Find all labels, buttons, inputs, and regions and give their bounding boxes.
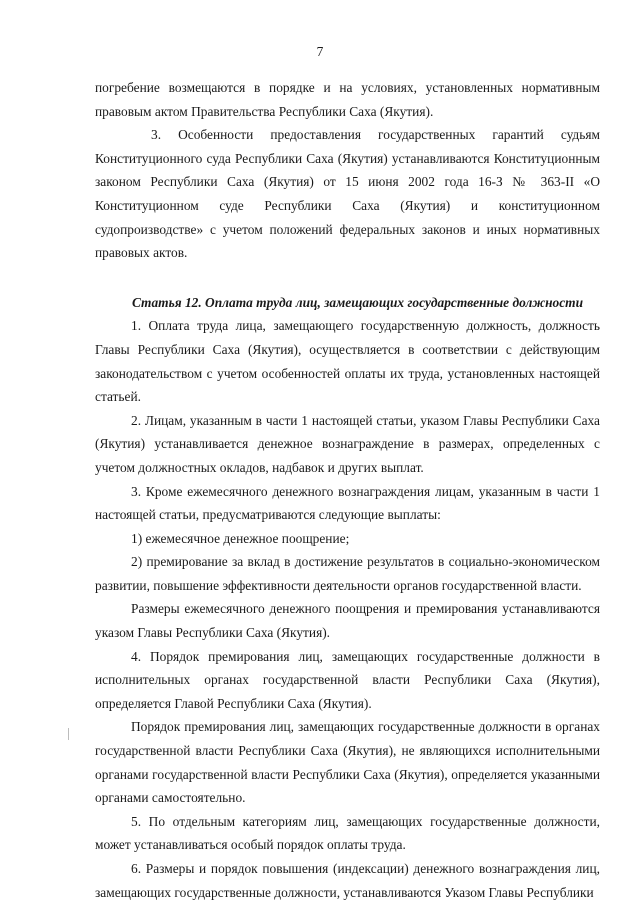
paragraph: 1. Оплата труда лица, замещающего государственную должность, должность Главы Республики Саха (Якутия), осуществляется в соответствии с действующим законодательством с учетом особенностей оплаты их труда, установленных настоящей статьей. [95,318,600,405]
section-gap [95,265,600,291]
continuation-paragraph: погребение возмещаются в порядке и на условиях, установленных нормативным правовым актом Правительства Республики Саха (Якутия). [95,80,600,119]
paragraph-item-3: 3. Особенности предоставления государственных гарантий судьям Конституционного суда Республики Саха (Якутия) устанавливаются Конституционным законом Республики Саха (Якутия) от 15 июня 2002 года 16-З № 363-II «О Конституционном суде Республики Саха (Якутия) и конституционном судопроизводстве» с учетом положений федеральных законов и иных нормативных правовых актов. [95,127,600,261]
document-body [95,76,600,904]
page-number: 7 [316,44,324,59]
paragraph: 3. Кроме ежемесячного денежного вознаграждения лицам, указанным в части 1 настоящей статьи, предусматриваются следующие выплаты: [95,483,600,523]
paragraph: Порядок премирования лиц, замещающих государственные должности в органах государственной власти Республики Саха (Якутия), не являющихся исполнительными органами государственной власти Республики Саха (Якутия), определяется указанными органами самостоятельно. [95,719,600,806]
paragraph: Размеры ежемесячного денежного поощрения и премирования устанавливаются указом Главы Республики Саха (Якутия). [95,601,600,641]
paragraph: 5. По отдельным категориям лиц, замещающих государственные должности, может устанавливаться особый порядок оплаты труда. [95,813,600,853]
paragraph: 6. Размеры и порядок повышения (индексации) денежного вознаграждения лиц, замещающих государственные должности, устанавливаются Указом Главы Республики [95,861,600,900]
paragraph: 4. Порядок премирования лиц, замещающих государственные должности в исполнительных органах государственной власти Республики Саха (Якутия), определяется Главой Республики Саха (Якутия). [95,648,600,711]
margin-mark [68,728,69,740]
list-item: 2) премирование за вклад в достижение результатов в социально-экономическом развитии, повышение эффективности деятельности органов государственной власти. [95,554,600,593]
paragraph: 2. Лицам, указанным в части 1 настоящей статьи, указом Главы Республики Саха (Якутия) устанавливается денежное вознаграждение в размерах, определенных с учетом должностных окладов, надбавок и других выплат. [95,412,600,475]
article-heading: Статья 12. Оплата труда лиц, замещающих государственные должности [131,294,584,310]
list-item: 1) ежемесячное денежное поощрение; [131,530,350,546]
